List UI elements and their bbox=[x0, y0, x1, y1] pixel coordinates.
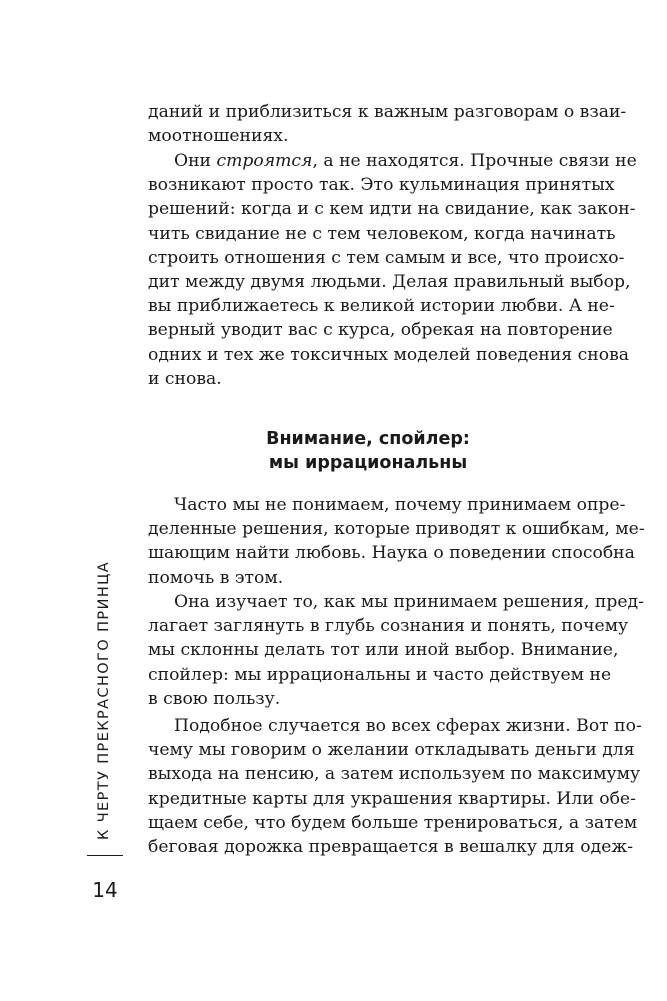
text-line: Она изучает то, как мы принимаем решения, пред- bbox=[174, 592, 644, 612]
heading-line: Внимание, спойлер: bbox=[266, 429, 470, 449]
text-line: мы склонны делать тот или иной выбор. Внимание, bbox=[148, 640, 619, 661]
text-line: верный уводит вас с курса, обрекая на повторение bbox=[148, 320, 613, 341]
text-line: вы приближаетесь к великой истории любви. А не- bbox=[148, 296, 615, 317]
text-line: деленные решения, которые приводят к ошибкам, ме- bbox=[148, 519, 645, 540]
text-line: в свою пользу. bbox=[148, 688, 281, 709]
text-line: чить свидание не с тем человеком, когда начинать bbox=[148, 223, 616, 244]
paragraph-3 bbox=[148, 493, 645, 590]
text-line: решений: когда и с кем идти на свидание, как закон- bbox=[148, 199, 636, 220]
text-line: моотношениях. bbox=[148, 126, 289, 147]
text-line: выхода на пенсию, а затем используем по максимуму bbox=[148, 764, 641, 785]
text-line: шающим найти любовь. Наука о поведении способна bbox=[148, 543, 635, 564]
text-line: беговая дорожка превращается в вешалку для одеж- bbox=[148, 836, 634, 857]
text-line: дит между двумя людьми. Делая правильный выбор, bbox=[148, 271, 631, 292]
italic-emphasis: строятся bbox=[216, 151, 313, 171]
paragraph-1 bbox=[148, 100, 627, 148]
text-line: одних и тех же токсичных моделей поведения снова bbox=[148, 344, 629, 365]
page-number: 14 bbox=[92, 878, 118, 902]
section-heading bbox=[148, 427, 588, 475]
text-line: спойлер: мы иррациональны и часто действуем не bbox=[148, 664, 612, 685]
text-line: чему мы говорим о желании откладывать деньги для bbox=[148, 740, 635, 761]
text-line: Часто мы не понимаем, почему принимаем опре- bbox=[174, 495, 626, 515]
text-line: строить отношения с тем самым и все, что происхо- bbox=[148, 247, 625, 268]
text-line: кредитные карты для украшения квартиры. Или обе- bbox=[148, 788, 636, 809]
text-line: и снова. bbox=[148, 368, 222, 389]
running-head: К ЧЕРТУ ПРЕКРАСНОГО ПРИНЦА bbox=[96, 560, 112, 840]
text-line: Они строятся, а не находятся. Прочные связи не bbox=[174, 151, 637, 171]
text-line: лагает заглянуть в глубь сознания и понять, почему bbox=[148, 616, 629, 637]
paragraph-5 bbox=[148, 714, 642, 859]
text-line: Подобное случается во всех сферах жизни. Вот по- bbox=[174, 716, 642, 736]
paragraph-4 bbox=[148, 590, 644, 711]
text-line: щаем себе, что будем больше тренироваться, а затем bbox=[148, 812, 638, 833]
text-line: возникают просто так. Это кульминация принятых bbox=[148, 175, 615, 196]
paragraph-2 bbox=[148, 149, 637, 391]
text-line: помочь в этом. bbox=[148, 567, 284, 588]
heading-line: мы иррациональны bbox=[268, 453, 468, 474]
footer-rule bbox=[87, 855, 123, 856]
text-line: даний и приблизиться к важным разговорам о взаи- bbox=[148, 102, 627, 122]
